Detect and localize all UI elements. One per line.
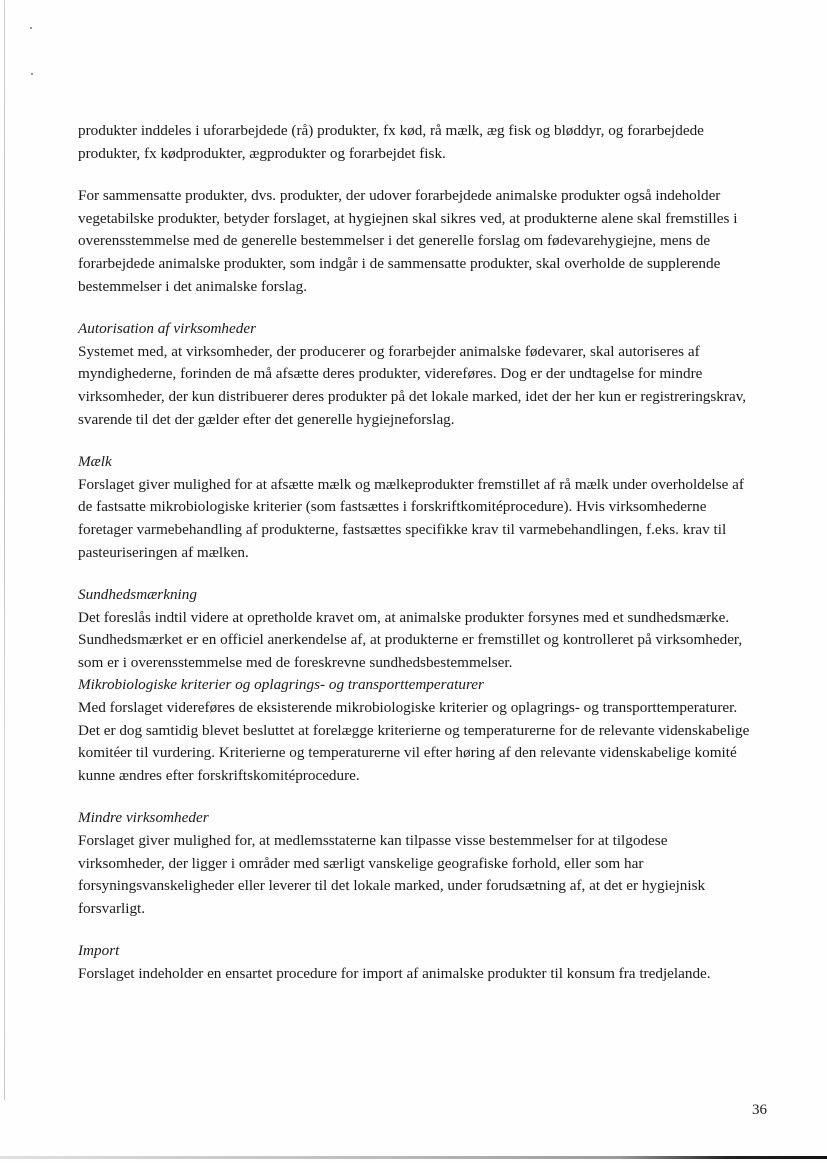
- section-heading: Mindre virksomheder: [78, 809, 209, 827]
- scan-speck: [30, 27, 32, 29]
- body-paragraph: For sammensatte produkter, dvs. produkter, der udover forarbejdede animalske produkter også indeholder vegetabilske produkter, betyder forslaget, at hygiejnen skal sikres ved, at produkterne alene skal fremstilles i overensstemmelse med de generelle bestemmelser i det generelle forslag om fødevarehygiejne, mens de forarbejdede animalske produkter, som indgår i de sammensatte produkter, skal overholde de supplerende bestemmelser i det animalske forslag.: [78, 187, 738, 295]
- body-paragraph: Med forslaget videreføres de eksisterende mikrobiologiske kriterier og oplagrings- og transporttemperaturer. Det er dog samtidig blevet besluttet at forelægge kriterierne og temperaturerne for de relevante videnskabelige komitéer til vurdering. Kriterierne og temperaturerne vil efter høring af den relevante videnskabelige komité kunne ændres efter forskriftskomitéprocedure.: [78, 699, 750, 784]
- document-body: [78, 120, 754, 986]
- section-heading: Autorisation af virksomheder: [78, 320, 257, 338]
- body-paragraph: Systemet med, at virksomheder, der producerer og forarbejder animalske fødevarer, skal autoriseres af myndighederne, forinden de må afsætte deres produkter, videreføres. Dog er der undtagelse for mindre virksomheder, der kun distribuerer deres produkter på det lokale marked, idet der her kun er registreringskrav, svarende til det der gælder efter det generelle hygiejneforslag.: [78, 342, 747, 428]
- body-paragraph: Forslaget giver mulighed for, at medlemsstaterne kan tilpasse visse bestemmelser for at tilgodese virksomheder, der ligger i områder med særligt vanskelige geografiske forhold, eller som har forsyningsvanskeligheder eller leverer til det lokale marked, under forudsætning af, at det er hygiejnisk forsvarligt.: [78, 832, 706, 917]
- scan-left-edge: [4, 0, 5, 1100]
- scan-bottom-edge: [0, 1156, 827, 1159]
- section-heading: Import: [78, 942, 120, 960]
- body-paragraph: produkter inddeles i uforarbejdede (rå) produkter, fx kød, rå mælk, æg fisk og bløddyr, og forarbejdede produkter, fx kødprodukter, ægprodukter og forarbejdet fisk.: [78, 122, 704, 162]
- body-paragraph: Det foreslås indtil videre at opretholde kravet om, at animalske produkter forsynes med et sundhedsmærke. Sundhedsmærket er en officiel anerkendelse af, at produkterne er fremstillet og kontrolleret på virksomheder, som er i overensstemmelse med de foreskrevne sundhedsbestemmelser.: [78, 608, 743, 671]
- body-paragraph: Forslaget indeholder en ensartet procedure for import af animalske produkter til konsum fra tredjelande.: [78, 965, 711, 982]
- page-number: 36: [752, 1102, 767, 1118]
- body-paragraph: Forslaget giver mulighed for at afsætte mælk og mælkeprodukter fremstillet af rå mælk under overholdelse af de fastsatte mikrobiologiske kriterier (som fastsættes i forskriftkomitéprocedure). Hvis virksomhederne foretager varmebehandling af produkterne, fastsættes specifikke krav til varmebehandlingen, f.eks. krav til pasteuriseringen af mælken.: [78, 475, 744, 561]
- section-heading: Mikrobiologiske kriterier og oplagrings- og transporttemperaturer: [78, 676, 484, 694]
- section-heading: Sundhedsmærkning: [78, 586, 197, 604]
- section-heading: Mælk: [78, 453, 112, 471]
- scan-speck: [31, 73, 33, 75]
